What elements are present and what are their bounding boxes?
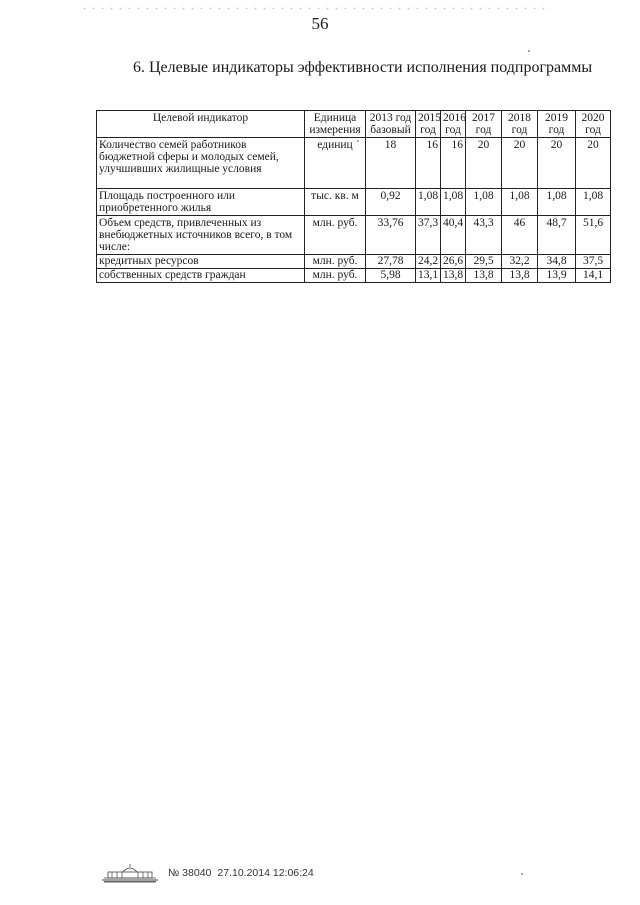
header-year-top: 2018: [508, 112, 531, 124]
value-cell: 20: [502, 138, 538, 189]
scan-speck: [528, 50, 530, 52]
unit-cell: единиц: [305, 138, 366, 189]
unit-cell: млн. руб.: [305, 255, 366, 269]
value-cell: 20: [576, 138, 611, 189]
header-year: [466, 111, 502, 138]
value-cell: 29,5: [466, 255, 502, 269]
header-year: [416, 111, 441, 138]
value-cell: 32,2: [502, 255, 538, 269]
value-cell: 33,76: [366, 216, 416, 255]
value-cell: 1,08: [441, 189, 466, 216]
value-cell: 5,98: [366, 269, 416, 283]
indicator-name: кредитных ресурсов: [97, 255, 305, 269]
value-cell: 26,6: [441, 255, 466, 269]
header-year-top: 2017: [472, 112, 495, 124]
table-row: [97, 255, 611, 269]
value-cell: 13,1: [416, 269, 441, 283]
indicator-name: Площадь построенного или приобретенного жилья: [97, 189, 305, 216]
value-cell: 20: [466, 138, 502, 189]
unit-cell: млн. руб.: [305, 269, 366, 283]
table-row: [97, 138, 611, 189]
value-cell: 1,08: [416, 189, 441, 216]
indicator-name: Количество семей работников бюджетной сферы и молодых семей, улучшивших жилищные условия: [97, 138, 305, 189]
scan-artifact-dots: [80, 7, 550, 10]
value-cell: 14,1: [576, 269, 611, 283]
indicator-name: собственных средств граждан: [97, 269, 305, 283]
value-cell: 13,8: [466, 269, 502, 283]
unit-cell: млн. руб.: [305, 216, 366, 255]
value-cell: 34,8: [538, 255, 576, 269]
document-stamp-footer: [98, 862, 314, 884]
value-cell: 43,3: [466, 216, 502, 255]
header-year: [576, 111, 611, 138]
header-indicator: Целевой индикатор: [97, 111, 305, 138]
value-cell: 37,5: [576, 255, 611, 269]
header-year-top: 2020: [581, 112, 605, 124]
header-year-top: 2013 год: [369, 112, 412, 124]
document-number: № 38040: [168, 867, 212, 879]
building-logo-icon: [98, 863, 162, 883]
table-row: [97, 269, 611, 283]
header-unit: [305, 111, 366, 138]
header-year-bottom: год: [585, 124, 601, 136]
section-heading: 6. Целевые индикаторы эффективности исполнения подпрограммы: [133, 59, 593, 76]
value-cell: 13,9: [538, 269, 576, 283]
header-year-top: 2016: [443, 112, 466, 124]
header-unit-bottom: измерения: [309, 124, 361, 136]
value-cell: 48,7: [538, 216, 576, 255]
header-year-bottom: год: [511, 124, 528, 136]
header-year: [538, 111, 576, 138]
value-cell: 1,08: [502, 189, 538, 216]
value-cell: 27,78: [366, 255, 416, 269]
value-cell: 20: [538, 138, 576, 189]
header-year-bottom: год: [420, 124, 436, 136]
header-year-top: 2015: [418, 112, 441, 124]
header-year-bottom: год: [475, 124, 492, 136]
indicators-table: [96, 110, 611, 283]
scan-speck: [357, 140, 359, 142]
value-cell: 46: [502, 216, 538, 255]
table-row: [97, 216, 611, 255]
header-year: [366, 111, 416, 138]
value-cell: 13,8: [441, 269, 466, 283]
scan-speck: [521, 873, 523, 875]
value-cell: 0,92: [366, 189, 416, 216]
value-cell: 37,3: [416, 216, 441, 255]
value-cell: 24,2: [416, 255, 441, 269]
value-cell: 1,08: [576, 189, 611, 216]
value-cell: 40,4: [441, 216, 466, 255]
header-year-bottom: год: [445, 124, 461, 136]
value-cell: 16: [441, 138, 466, 189]
value-cell: 51,6: [576, 216, 611, 255]
header-year: [441, 111, 466, 138]
header-year: [502, 111, 538, 138]
header-year-top: 2019: [545, 112, 568, 124]
value-cell: 1,08: [466, 189, 502, 216]
page-number: 56: [311, 14, 329, 33]
value-cell: 16: [416, 138, 441, 189]
table-row: [97, 189, 611, 216]
header-unit-top: Единица: [313, 112, 357, 124]
indicator-name: Объем средств, привлеченных из внебюджетных источников всего, в том числе:: [97, 216, 305, 255]
value-cell: 1,08: [538, 189, 576, 216]
unit-cell: тыс. кв. м: [305, 189, 366, 216]
document-timestamp: 27.10.2014 12:06:24: [217, 867, 314, 879]
value-cell: 13,8: [502, 269, 538, 283]
value-cell: 18: [366, 138, 416, 189]
header-year-bottom: год: [548, 124, 565, 136]
table-header-row: [97, 111, 611, 138]
header-year-bottom: базовый: [370, 124, 411, 136]
